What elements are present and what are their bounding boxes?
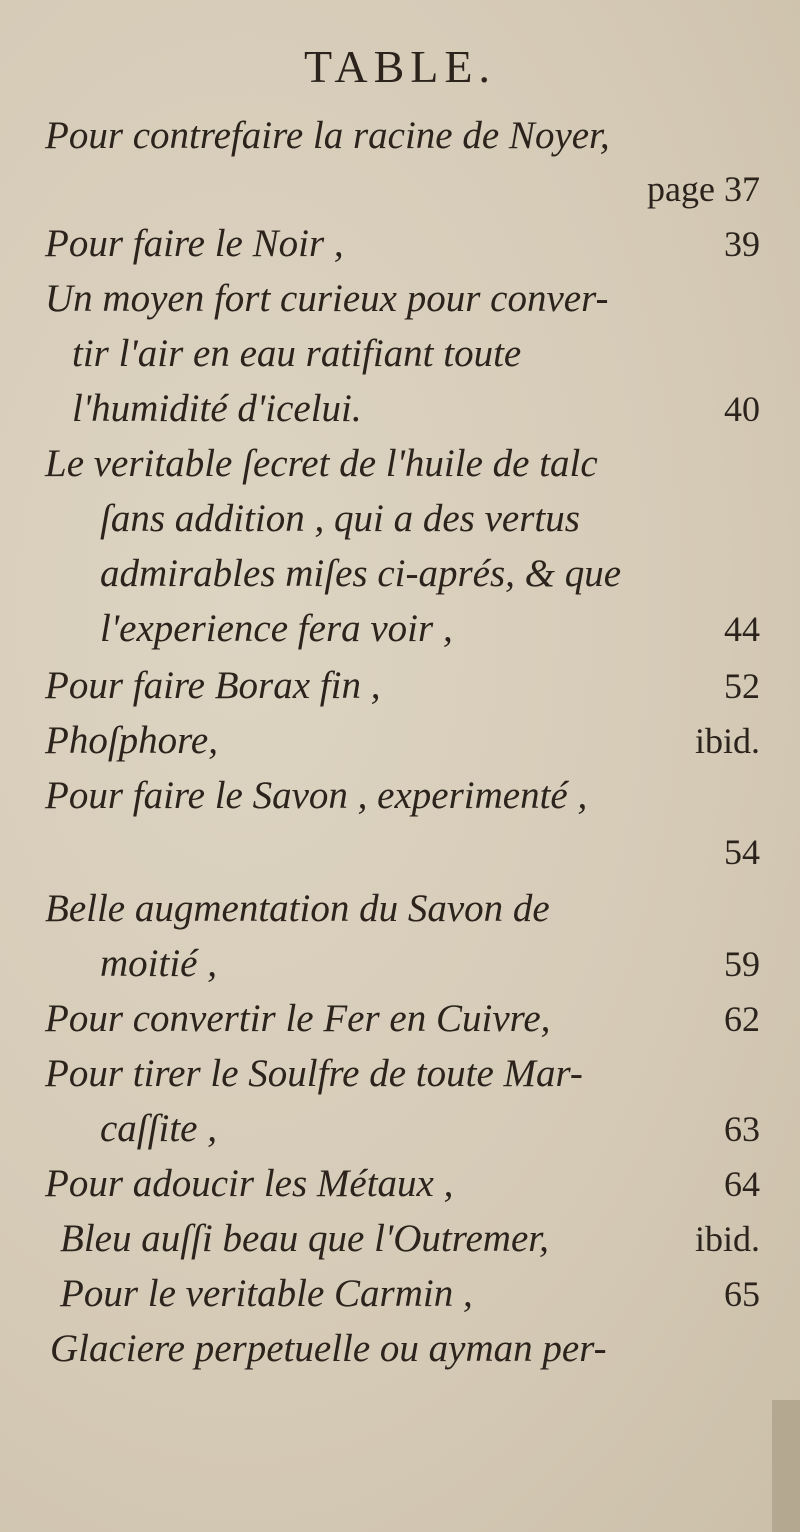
page-edge: [772, 1400, 800, 1532]
entry-line: Belle augmentation du Savon de: [45, 887, 550, 930]
entry-line: Pour contrefaire la racine de Noyer,: [45, 114, 610, 157]
entry-line: Pour faire le Noir ,: [45, 222, 344, 265]
entry-line: tir l'air en eau ratifiant toute: [72, 332, 522, 375]
entry-page: ibid.: [694, 721, 760, 761]
entry-line: l'experience fera voir ,: [100, 607, 453, 650]
entry-line: Pour adoucir les Métaux ,: [45, 1162, 454, 1205]
entry-page: 40: [724, 389, 760, 429]
page-title: TABLE.: [303, 41, 496, 92]
entry-page: 65: [724, 1274, 760, 1314]
entry-page: 59: [724, 944, 760, 984]
entry-page: ibid.: [694, 1219, 760, 1259]
entry-page: 39: [724, 224, 760, 264]
entry-line: ſans addition , qui a des vertus: [100, 497, 580, 540]
entry-page: 44: [724, 609, 760, 649]
entry-line: Bleu auſſi beau que l'Outremer,: [60, 1217, 549, 1260]
entry-line: Pour tirer le Soulfre de toute Mar-: [45, 1052, 583, 1095]
entry-line: Pour convertir le Fer en Cuivre,: [45, 997, 551, 1040]
entry-page: 54: [724, 832, 760, 872]
entry-line: Glaciere perpetuelle ou ayman per-: [50, 1327, 607, 1370]
entry-line: Le veritable ſecret de l'huile de talc: [45, 442, 598, 485]
entry-line: Pour faire Borax fin ,: [45, 664, 381, 707]
entry-page: 62: [724, 999, 760, 1039]
entry-line: caſſite ,: [100, 1107, 217, 1150]
entry-page: 64: [724, 1164, 760, 1204]
entry-line: l'humidité d'icelui.: [72, 387, 362, 430]
entry-page: 52: [724, 666, 760, 706]
entry-line: moitié ,: [100, 942, 217, 985]
entry-line: Pour faire le Savon , experimenté ,: [45, 774, 588, 817]
entry-page: page 37: [647, 169, 760, 209]
entry-line: Pour le veritable Carmin ,: [60, 1272, 473, 1315]
entry-page: 63: [724, 1109, 760, 1149]
entry-line: admirables miſes ci-aprés, & que: [100, 552, 622, 595]
entry-line: Phoſphore,: [45, 719, 218, 762]
entry-line: Un moyen fort curieux pour conver-: [45, 277, 609, 320]
